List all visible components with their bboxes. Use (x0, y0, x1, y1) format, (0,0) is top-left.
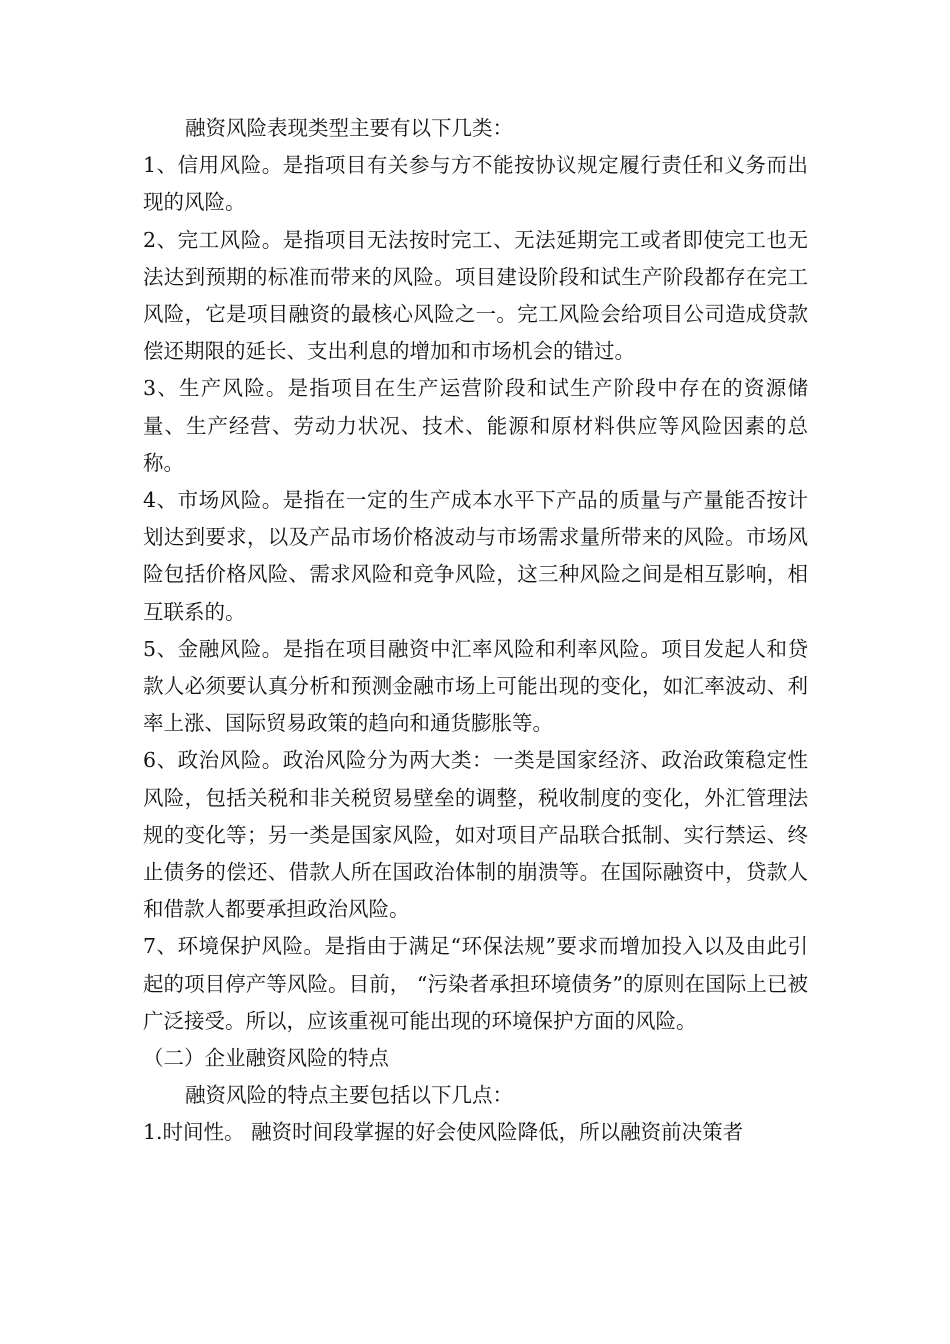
document-page (143, 110, 808, 1152)
item-timeliness: 1.时间性。 融资时间段掌握的好会使风险降低，所以融资前决策者 (143, 1120, 744, 1145)
section-heading: （二）企业融资风险的特点 (143, 1046, 389, 1071)
item-market-risk: 4、市场风险。是指在一定的生产成本水平下产品的质量与产量能否按计划达到要求，以及产品市场价格波动与市场需求量所带来的风险。市场风险包括价格风险、需求风险和竞争风险，这三种风险之间是相互影响，相互联系的。 (143, 488, 808, 624)
item-production-risk: 3、生产风险。是指项目在生产运营阶段和试生产阶段中存在的资源储量、生产经营、劳动力状况、技术、能源和原材料供应等风险因素的总称。 (143, 376, 808, 475)
item-environmental-risk: 7、环境保护风险。是指由于满足“环保法规”要求而增加投入以及由此引起的项目停产等风险。目前， “污染者承担环境债务”的原则在国际上已被广泛接受。所以，应该重视可能出现的环境保护方面的风险。 (143, 934, 808, 1033)
item-financial-risk: 5、金融风险。是指在项目融资中汇率风险和利率风险。项目发起人和贷款人必须要认真分析和预测金融市场上可能出现的变化，如汇率波动、利率上涨、国际贸易政策的趋向和通货膨胀等。 (143, 636, 808, 736)
item-political-risk: 6、政治风险。政治风险分为两大类：一类是国家经济、政治政策稳定性风险，包括关税和非关税贸易壁垒的调整，税收制度的变化，外汇管理法规的变化等；另一类是国家风险，如对项目产品联合抵制、实行禁运、终止债务的偿还、借款人所在国政治体制的崩溃等。在国际融资中，贷款人和借款人都要承担政治风险。 (143, 748, 808, 922)
section-intro-paragraph: 融资风险的特点主要包括以下几点： (185, 1083, 513, 1108)
item-completion-risk: 2、完工风险。是指项目无法按时完工、无法延期完工或者即使完工也无法达到预期的标准而带来的风险。项目建设阶段和试生产阶段都存在完工风险，它是项目融资的最核心风险之一。完工风险会给项目公司造成贷款偿还期限的延长、支出利息的增加和市场机会的错过。 (143, 227, 808, 364)
intro-paragraph: 融资风险表现类型主要有以下几类： (185, 116, 513, 140)
item-credit-risk: 1、信用风险。是指项目有关参与方不能按协议规定履行责任和义务而出现的风险。 (143, 153, 808, 215)
